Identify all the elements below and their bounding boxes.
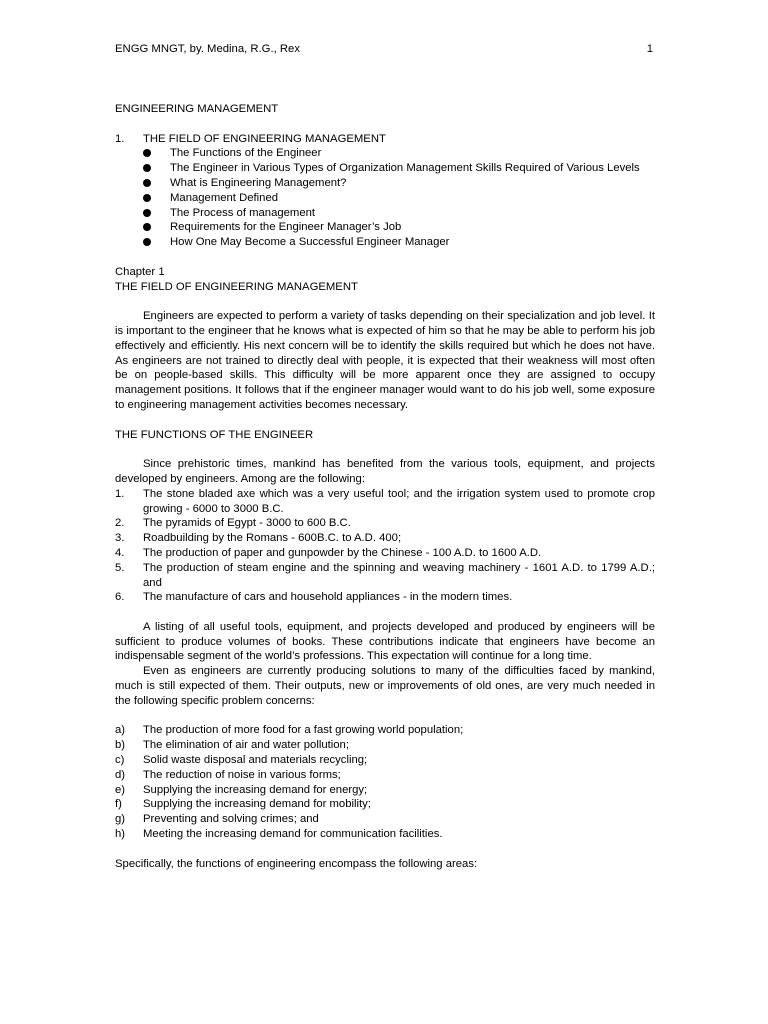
list-text: Preventing and solving crimes; and	[143, 813, 319, 826]
list-marker: 4.	[115, 546, 125, 559]
outline-bullet: The Engineer in Various Types of Organization Management Skills Required of Various Levels	[115, 161, 655, 176]
achievements-list	[115, 487, 655, 605]
outline-title: THE FIELD OF ENGINEERING MANAGEMENT	[143, 132, 386, 145]
list-marker: 2.	[115, 517, 125, 530]
concerns-list	[115, 723, 655, 841]
list-marker: 1.	[115, 487, 125, 500]
document-title: ENGINEERING MANAGEMENT	[115, 103, 279, 115]
outline-bullet: What is Engineering Management?	[115, 176, 655, 191]
list-item	[115, 561, 655, 591]
list-text: The production of paper and gunpowder by the Chinese - 100 A.D. to 1600 A.D.	[143, 546, 542, 559]
list-item	[115, 531, 655, 546]
list-marker: f)	[115, 798, 122, 811]
list-marker: a)	[115, 724, 126, 737]
page-header	[115, 42, 653, 57]
list-item	[115, 723, 655, 738]
outline-bullet: How One May Become a Successful Engineer Manager	[115, 235, 655, 250]
list-item	[115, 753, 655, 768]
page-number: 1	[646, 43, 653, 55]
list-item	[115, 797, 655, 812]
outline-number: 1.	[115, 132, 125, 145]
list-marker: 5.	[115, 561, 125, 574]
list-text: The pyramids of Egypt - 3000 to 600 B.C.	[143, 517, 351, 530]
header-author: ENGG MNGT, by. Medina, R.G., Rex	[115, 43, 300, 55]
list-text: The elimination of air and water pollution;	[143, 739, 349, 752]
list-marker: d)	[115, 768, 126, 781]
chapter-label: Chapter 1	[115, 265, 165, 278]
list-item	[115, 546, 655, 561]
list-text: Roadbuilding by the Romans - 600B.C. to A.D. 400;	[143, 532, 402, 545]
list-text: Supplying the increasing demand for mobility;	[143, 798, 371, 811]
list-marker: 3.	[115, 532, 125, 545]
list-text: Supplying the increasing demand for energy;	[143, 783, 368, 796]
list-marker: g)	[115, 813, 126, 826]
list-item	[115, 516, 655, 531]
outline-bullet: Requirements for the Engineer Manager’s Job	[115, 220, 655, 235]
list-text: Solid waste disposal and materials recycling;	[143, 754, 368, 767]
list-marker: b)	[115, 739, 126, 752]
intro-paragraph: Engineers are expected to perform a variety of tasks depending on their specialization and job level. It is important to the engineer that he knows what is expected of him so that he may be able to perform his job effectively and efficiently. His next concern will be to identify the skills required but which he does not have. As engineers are not trained to directly deal with people, it is expected that their weakness will most often be on people-based skills. This difficulty will be more apparent once they are assigned to occupy management positions. It follows that if the engineer manager would want to do his job well, some exposure to engineering management activities becomes necessary.	[115, 310, 655, 411]
chapter-title: THE FIELD OF ENGINEERING MANAGEMENT	[115, 280, 358, 293]
outline-bullet: The Process of management	[115, 206, 655, 221]
list-item	[115, 827, 655, 842]
outline-heading	[115, 132, 655, 147]
list-text: Meeting the increasing demand for communication facilities.	[143, 828, 443, 841]
list-item	[115, 768, 655, 783]
list-item	[115, 812, 655, 827]
list-text: The reduction of noise in various forms;	[143, 768, 341, 781]
even-paragraph: Even as engineers are currently producing solutions to many of the difficulties faced by mankind, much is still expected of them. Their outputs, new or improvements of old ones, are very much needed in the following specific problem concerns:	[115, 665, 655, 707]
list-text: The production of more food for a fast growing world population;	[143, 724, 464, 737]
list-marker: 6.	[115, 591, 125, 604]
document-body	[115, 102, 655, 871]
list-text: The manufacture of cars and household appliances - in the modern times.	[143, 591, 513, 604]
list-marker: c)	[115, 754, 125, 767]
list-item	[115, 590, 655, 605]
list-item	[115, 738, 655, 753]
closing-line: Specifically, the functions of engineering encompass the following areas:	[115, 857, 478, 870]
outline-bullet-list	[115, 146, 655, 250]
outline-bullet: The Functions of the Engineer	[115, 146, 655, 161]
listing-paragraph: A listing of all useful tools, equipment, and projects developed and produced by engineers will be sufficient to produce volumes of books. These contributions indicate that engineers have become an indispensable segment of the world’s professions. This expectation will continue for a long time.	[115, 620, 655, 663]
list-item	[115, 783, 655, 798]
outline-bullet: Management Defined	[115, 191, 655, 206]
list-text: The stone bladed axe which was a very useful tool; and the irrigation system used to promote crop growing - 6000 to 3000 B.C.	[143, 487, 655, 515]
list-marker: e)	[115, 783, 126, 796]
prehistoric-paragraph: Since prehistoric times, mankind has benefited from the various tools, equipment, and projects developed by engineers. Among are the following:	[115, 458, 655, 485]
functions-heading: THE FUNCTIONS OF THE ENGINEER	[115, 428, 314, 441]
list-item	[115, 487, 655, 517]
list-text: The production of steam engine and the spinning and weaving machinery - 1601 A.D. to 1799 A.D.; and	[143, 561, 655, 589]
list-marker: h)	[115, 828, 126, 841]
